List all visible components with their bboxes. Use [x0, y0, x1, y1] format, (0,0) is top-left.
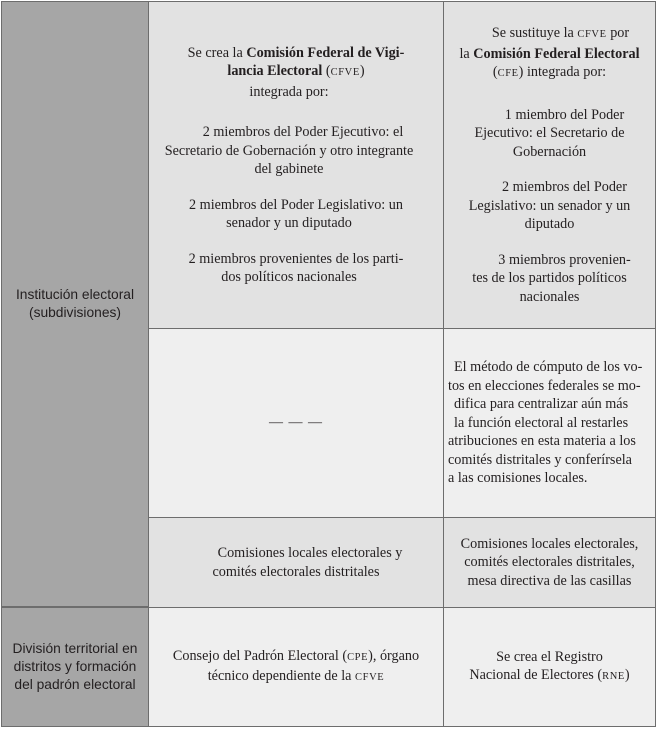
cell-local-commissions-updated [443, 517, 656, 608]
text-line: técnico dependiente de la CFVE [207, 668, 385, 684]
text-line: comités electorales distritales, [464, 554, 635, 571]
text-line: tos en elecciones federales se mo- [448, 377, 641, 394]
cell-rne-registry [443, 607, 656, 727]
cell-computo-method [443, 328, 656, 518]
text-line: Comisiones locales electorales, [460, 535, 639, 552]
text-line: la función electoral al restarles [454, 414, 629, 431]
text-line: mesa directiva de las casillas [467, 572, 632, 589]
cfve-member-group: 2 miembros del Poder Ejecutivo: el Secretario de Gobernación y otro integrante del gabinete [164, 124, 414, 177]
text-line: difica para centralizar aún más [454, 396, 629, 413]
text-line: Comisiones locales electorales y [217, 545, 403, 561]
header-line: División territorial en [12, 641, 138, 656]
cell-cfe-composition [443, 1, 656, 329]
cell-empty-dashes [148, 328, 444, 518]
cell-padron-council [148, 607, 444, 727]
text-line: a las comisiones locales. [448, 470, 588, 487]
cell-cfve-composition [148, 1, 444, 329]
text-line: Se crea el Registro [496, 648, 603, 665]
cell-local-commissions [148, 517, 444, 608]
cfe-intro: Se sustituye la CFVE por la Comisión Federal Electoral (CFE) integrada por: [459, 25, 640, 80]
header-line: Institución electoral [15, 287, 135, 302]
text-line: atribuciones en esta materia a los [448, 433, 636, 450]
text-line: Nacional de Electores (RNE) [469, 667, 630, 683]
cfe-member-group: 2 miembros del Poder Legislativo: un senador y un diputado [468, 179, 631, 232]
cfve-member-group: 2 miembros provenientes de los parti- dos políticos nacionales [188, 250, 404, 285]
header-line: (subdivisiones) [28, 305, 121, 320]
text-line: comités distritales y conferírsela [448, 451, 632, 468]
text-line: El método de cómputo de los vo- [454, 359, 643, 376]
text-line: Consejo del Padrón Electoral (CPE), órgano [172, 647, 420, 664]
text-line: comités electorales distritales [212, 563, 380, 580]
cfe-member-group: 1 miembro del Poder Ejecutivo: el Secretario de Gobernación [474, 106, 625, 160]
comparison-table [1, 1, 656, 727]
header-line: distritos y formación [13, 659, 137, 674]
row-header-institucion [1, 1, 149, 607]
empty-dashes: — — — [269, 415, 323, 430]
cfe-member-group: 3 miembros provenien- tes de los partidos políticos nacionales [472, 251, 631, 305]
cfve-intro: Se crea la Comisión Federal de Vigi- lancia Electoral (CFVE) integrada por: [187, 44, 405, 100]
row-header-division [1, 607, 149, 727]
cfve-member-group: 2 miembros del Poder Legislativo: un senador y un diputado [189, 196, 403, 231]
header-line: del padrón electoral [14, 677, 136, 692]
